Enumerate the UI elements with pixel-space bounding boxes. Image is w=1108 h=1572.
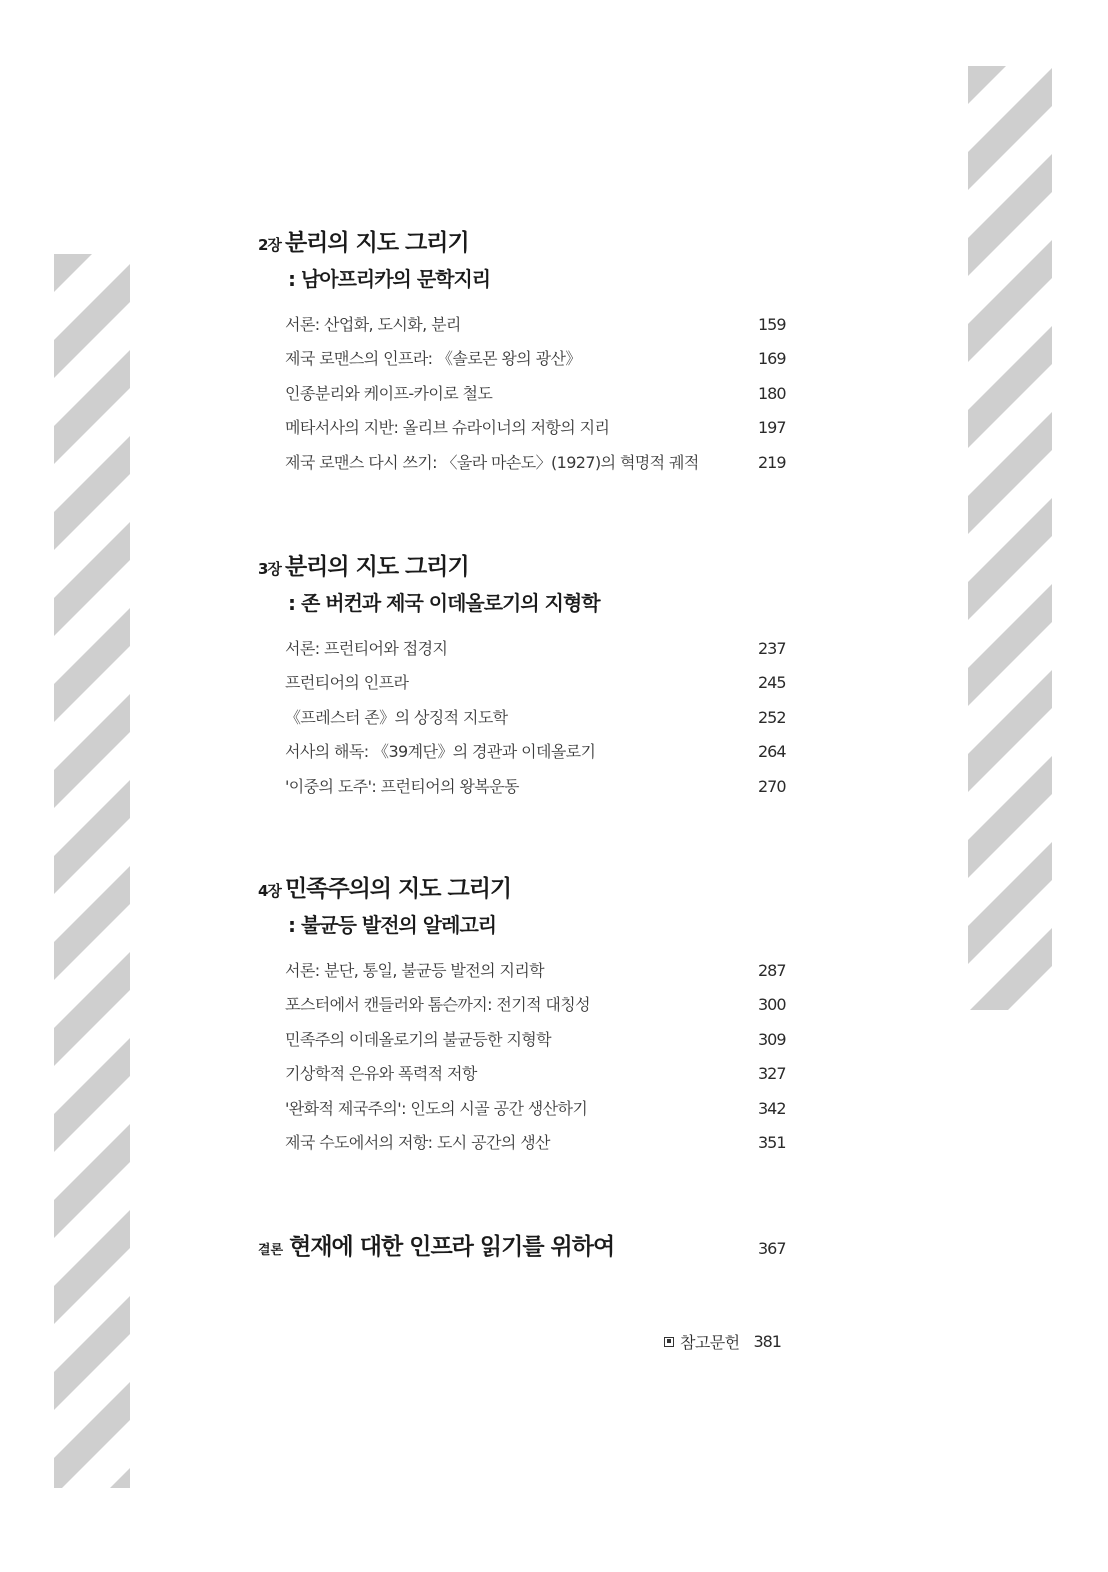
entry-title: 메타서사의 지반: 올리브 슈라이너의 저항의 지리 [285, 418, 610, 438]
entry-page: 159 [758, 315, 786, 334]
toc-entry[interactable] [285, 308, 798, 342]
chapter-subtitle: : 불균등 발전의 알레고리 [288, 913, 497, 937]
toc-entry[interactable] [285, 1057, 798, 1091]
entry-page: 309 [758, 1029, 786, 1049]
entry-page: 351 [758, 1132, 786, 1152]
entry-title: 제국 로맨스 다시 쓰기: 〈울라 마손도〉(1927)의 혁명적 궤적 [285, 452, 699, 472]
chapter-subtitle: : 존 버컨과 제국 이데올로기의 지형학 [288, 591, 600, 615]
toc-entry[interactable] [285, 735, 798, 769]
entry-page: 342 [758, 1098, 786, 1118]
entry-title: 서사의 해독: 《39계단》의 경관과 이데올로기 [285, 742, 596, 762]
entry-list [258, 308, 798, 480]
references-entry[interactable] [664, 1330, 781, 1353]
entry-page: 237 [758, 639, 786, 658]
square-bullet-icon [664, 1337, 674, 1347]
entry-title: 제국 로맨스의 인프라: 《솔로몬 왕의 광산》 [285, 349, 581, 369]
entry-title: 제국 수도에서의 저항: 도시 공간의 생산 [285, 1132, 550, 1152]
chapter-heading [258, 548, 798, 586]
entry-page: 252 [758, 707, 786, 727]
chapter-heading [258, 870, 798, 908]
toc-entry[interactable] [285, 411, 798, 445]
chapter-subtitle: : 남아프리카의 문학지리 [288, 267, 491, 291]
toc-entry[interactable] [285, 954, 798, 988]
entry-page: 180 [758, 383, 786, 403]
entry-list [258, 632, 798, 804]
entry-page: 270 [758, 776, 786, 796]
entry-title: '이중의 도주': 프런티어의 왕복운동 [285, 776, 519, 796]
entry-title: 《프레스터 존》의 상징적 지도학 [285, 707, 508, 727]
toc-entry[interactable] [285, 1023, 798, 1057]
references-label: 참고문헌 [680, 1333, 740, 1352]
toc-entry[interactable] [285, 701, 798, 735]
chapter-3 [258, 548, 798, 804]
entry-page: 264 [758, 742, 786, 762]
entry-page: 245 [758, 673, 786, 693]
conclusion-title: 현재에 대한 인프라 읽기를 위하여 [289, 1234, 615, 1260]
entry-title: 서론: 산업화, 도시화, 분리 [285, 315, 461, 334]
chapter-number: 2장 [258, 236, 281, 254]
entry-page: 169 [758, 349, 786, 369]
toc-entry[interactable] [285, 988, 798, 1022]
conclusion-entry[interactable] [258, 1228, 798, 1261]
toc-entry[interactable] [285, 632, 798, 666]
toc-entry[interactable] [285, 1126, 798, 1160]
references-page: 381 [753, 1332, 781, 1351]
entry-title: 기상학적 은유와 폭력적 저항 [285, 1064, 477, 1084]
toc-entry[interactable] [285, 377, 798, 411]
chapter-heading [258, 224, 798, 262]
conclusion-label: 결론 [258, 1243, 284, 1258]
entry-title: 포스터에서 캔들러와 톰슨까지: 전기적 대칭성 [285, 995, 590, 1015]
toc-entry[interactable] [285, 342, 798, 376]
chapter-number: 3장 [258, 560, 281, 578]
chapter-2 [258, 224, 798, 480]
entry-list [258, 954, 798, 1160]
chapter-title: 분리의 지도 그리기 [284, 230, 469, 256]
chapter-number: 4장 [258, 882, 281, 900]
entry-page: 300 [758, 995, 786, 1015]
entry-title: 프런티어의 인프라 [285, 673, 409, 693]
chapter-title: 분리의 지도 그리기 [284, 554, 469, 580]
entry-page: 197 [758, 418, 786, 438]
toc-entry[interactable] [285, 1092, 798, 1126]
chapter-4 [258, 870, 798, 1160]
entry-page: 287 [758, 961, 786, 980]
toc-entry[interactable] [285, 770, 798, 804]
entry-title: 민족주의 이데올로기의 불균등한 지형학 [285, 1029, 552, 1049]
entry-title: 서론: 분단, 통일, 불균등 발전의 지리학 [285, 961, 545, 980]
toc-entry[interactable] [285, 666, 798, 700]
toc-entry[interactable] [285, 446, 798, 480]
entry-page: 219 [758, 452, 786, 472]
entry-title: 서론: 프런티어와 접경지 [285, 639, 448, 658]
entry-page: 327 [758, 1064, 786, 1084]
conclusion-page: 367 [758, 1239, 786, 1258]
entry-title: '완화적 제국주의': 인도의 시골 공간 생산하기 [285, 1098, 588, 1118]
chapter-title: 민족주의의 지도 그리기 [284, 876, 512, 902]
entry-title: 인종분리와 케이프-카이로 철도 [285, 383, 493, 403]
